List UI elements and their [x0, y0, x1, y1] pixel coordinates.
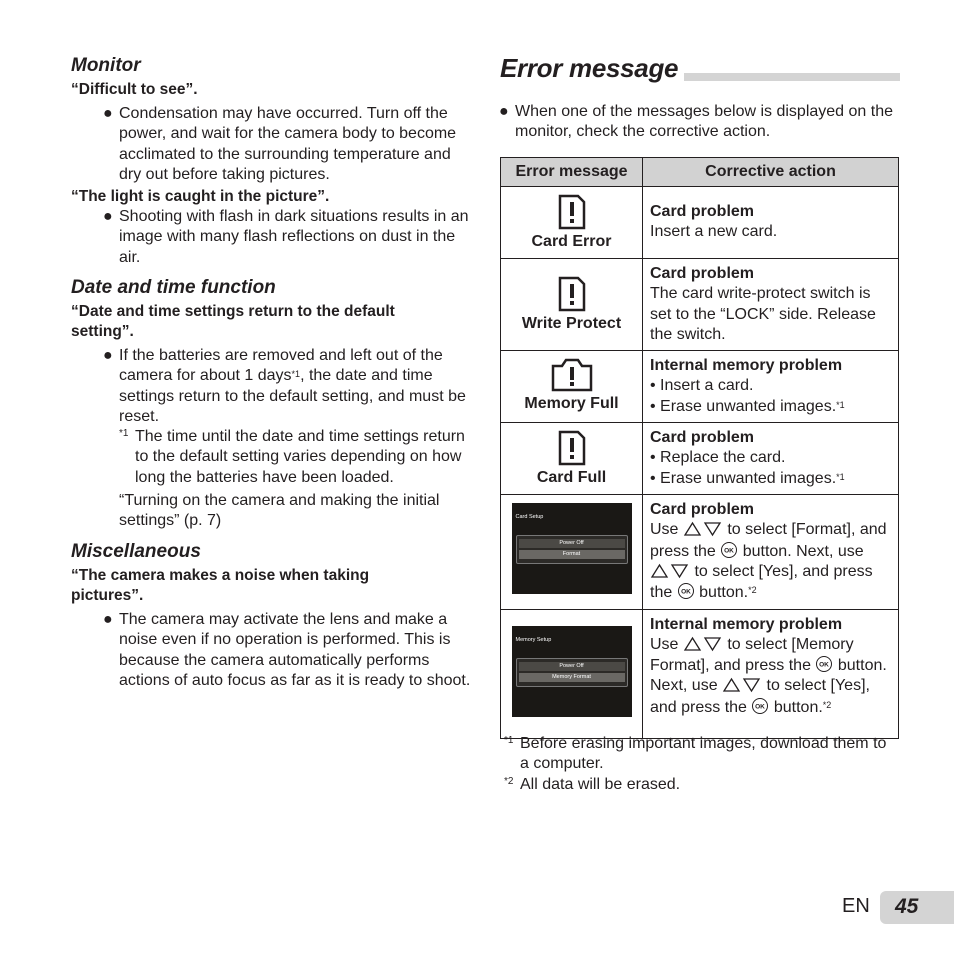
action-cell — [643, 495, 899, 609]
table-row — [501, 495, 899, 609]
svg-text:OK: OK — [819, 661, 830, 669]
answer-text: , the date and time settings return to the default setting, and must be reset. — [119, 367, 466, 425]
bullet-icon: ● — [103, 611, 113, 628]
error-cell — [501, 187, 643, 259]
footnote-1 — [504, 734, 895, 775]
screen-title: Card Setup — [515, 514, 544, 521]
footnote-mark: *1 — [504, 735, 514, 746]
screen-title: Memory Setup — [515, 636, 552, 643]
action-cell — [643, 259, 899, 351]
up-down-arrows-icon — [650, 563, 690, 579]
footnote-text: The time until the date and time settings return to the default setting varies depending on how long the batteries have been loaded. — [135, 428, 465, 486]
up-down-arrows-icon — [683, 636, 723, 652]
svg-text:OK: OK — [724, 547, 735, 555]
svg-text:OK: OK — [680, 588, 691, 596]
action-text-part: button. Next, use — [650, 657, 887, 695]
heading-date-time: Date and time function — [71, 277, 276, 298]
action-cell — [643, 423, 899, 495]
screen-menu — [516, 658, 628, 687]
action-text-part: button. — [699, 584, 749, 602]
error-label: Card Error — [531, 233, 612, 250]
error-cell — [501, 351, 643, 423]
footnote-battery-time — [119, 427, 475, 488]
error-label: Memory Full — [524, 395, 619, 413]
answer-text: Condensation may have occurred. Turn off the power, and wait for the camera body to become acclimated to the surrounding temperature and dry out before taking pictures. — [119, 105, 457, 183]
svg-text:OK: OK — [755, 703, 766, 711]
error-table — [500, 157, 899, 739]
up-down-arrows-icon — [722, 677, 762, 693]
heading-miscellaneous: Miscellaneous — [71, 541, 201, 562]
action-text — [650, 520, 890, 603]
answer-text: If the batteries are removed and left out of the camera for about 1 days — [119, 347, 443, 385]
screen-menu — [516, 535, 628, 564]
answer-text: Shooting with flash in dark situations results in an image with many flash reflections on dust in the air. — [119, 208, 469, 266]
table-row — [501, 609, 899, 738]
action-bullet — [650, 469, 890, 489]
ok-button-icon — [677, 582, 695, 600]
question-date-reset: “Date and time settings return to the default setting”. — [71, 303, 395, 340]
answer-flash — [103, 207, 469, 268]
card-warning-icon — [558, 430, 586, 466]
action-text — [650, 635, 890, 718]
error-label: Card Full — [536, 469, 607, 487]
action-text-part: Use — [650, 635, 679, 653]
answer-text: The camera may activate the lens and make a noise even if no operation is performed. This is because the camera automatically performs actions of auto focus as far as it is ready to shoot. — [119, 611, 471, 689]
bullet-icon: ● — [499, 103, 509, 120]
bullet-icon: ● — [103, 347, 113, 364]
action-text-part: to select [Yes], and press the — [650, 677, 870, 716]
camera-warning-icon — [551, 358, 593, 392]
table-header-row — [501, 158, 899, 187]
intro-body: When one of the messages below is displayed on the monitor, check the corrective action. — [515, 103, 894, 141]
header-error-message: Error message — [501, 158, 643, 187]
action-text: Insert a new card. — [650, 223, 778, 241]
up-down-arrows-icon — [683, 521, 723, 537]
error-label: Write Protect — [521, 315, 622, 332]
action-title: Internal memory problem — [650, 615, 843, 633]
action-bullet: • Insert a card. — [650, 377, 754, 395]
action-text-part: button. — [773, 698, 823, 716]
memory-setup-screen — [512, 626, 632, 717]
action-cell — [643, 609, 899, 738]
footnote-mark: *1 — [119, 428, 129, 439]
action-title: Card problem — [650, 265, 755, 282]
action-text-part: to select [Format], and press the — [650, 521, 887, 560]
footnote-text: Before erasing important images, download them to a computer. — [520, 735, 887, 773]
error-cell — [501, 609, 643, 738]
ok-button-icon — [751, 697, 769, 715]
footnote-2 — [504, 775, 895, 795]
footnote-mark: *2 — [822, 699, 832, 710]
action-title: Internal memory problem — [650, 357, 843, 375]
error-cell — [501, 423, 643, 495]
action-bullet: • Replace the card. — [650, 449, 786, 467]
page-title: Error message — [500, 52, 684, 84]
answer-batteries — [103, 346, 469, 427]
action-text-part: Use — [650, 521, 679, 539]
table-row — [501, 351, 899, 423]
intro-text — [499, 102, 895, 143]
action-text: The card write-protect switch is set to the “LOCK” side. Release the switch. — [650, 285, 876, 343]
footnote-text: All data will be erased. — [520, 776, 681, 793]
header-corrective-action: Corrective action — [643, 158, 899, 187]
page-number: 45 — [895, 895, 919, 918]
screen-menu-item: Power Off — [519, 662, 625, 671]
error-cell — [501, 259, 643, 351]
screen-menu-item: Memory Format — [519, 673, 625, 682]
action-title: Card problem — [650, 501, 755, 519]
card-setup-screen — [512, 503, 632, 594]
action-bullet-text: • Erase unwanted images. — [650, 397, 837, 415]
section-title — [500, 52, 900, 84]
footnote-mark: *1 — [291, 369, 301, 380]
bullet-icon: ● — [103, 208, 113, 225]
reference-initial-settings: “Turning on the camera and making the initial settings” (p. 7) — [119, 492, 440, 530]
error-cell — [501, 495, 643, 609]
action-title: Card problem — [650, 203, 755, 220]
ok-button-icon — [720, 541, 738, 559]
card-warning-icon — [558, 194, 586, 230]
answer-lens-noise — [103, 610, 471, 691]
screen-menu-item: Format — [519, 550, 625, 559]
action-text-part: to select [Yes], and press the — [650, 562, 873, 602]
ok-button-icon — [815, 655, 833, 673]
bullet-icon: ● — [103, 105, 113, 122]
action-cell — [643, 351, 899, 423]
action-bullet — [650, 397, 890, 417]
action-text-part: button. Next, use — [742, 542, 864, 560]
table-row — [501, 187, 899, 259]
question-light-caught: “The light is caught in the picture”. — [71, 188, 330, 205]
question-noise: “The camera makes a noise when taking pictures”. — [71, 567, 370, 604]
footnote-mark: *1 — [836, 471, 845, 482]
heading-monitor: Monitor — [71, 55, 141, 76]
footnote-mark: *2 — [504, 776, 514, 787]
action-cell — [643, 187, 899, 259]
action-bullet-text: • Erase unwanted images. — [650, 469, 837, 487]
language-label: EN — [842, 895, 870, 917]
action-text-part: to select [Memory Format], and press the — [650, 635, 854, 675]
footnote-mark: *1 — [836, 399, 845, 410]
question-difficult-to-see: “Difficult to see”. — [71, 81, 198, 98]
table-row — [501, 423, 899, 495]
page-number-tab — [880, 891, 954, 924]
screen-menu-item: Power Off — [519, 539, 625, 548]
footnote-mark: *2 — [748, 585, 757, 596]
action-title: Card problem — [650, 429, 755, 447]
card-warning-icon — [558, 276, 586, 312]
table-row — [501, 259, 899, 351]
answer-condensation — [103, 104, 474, 185]
